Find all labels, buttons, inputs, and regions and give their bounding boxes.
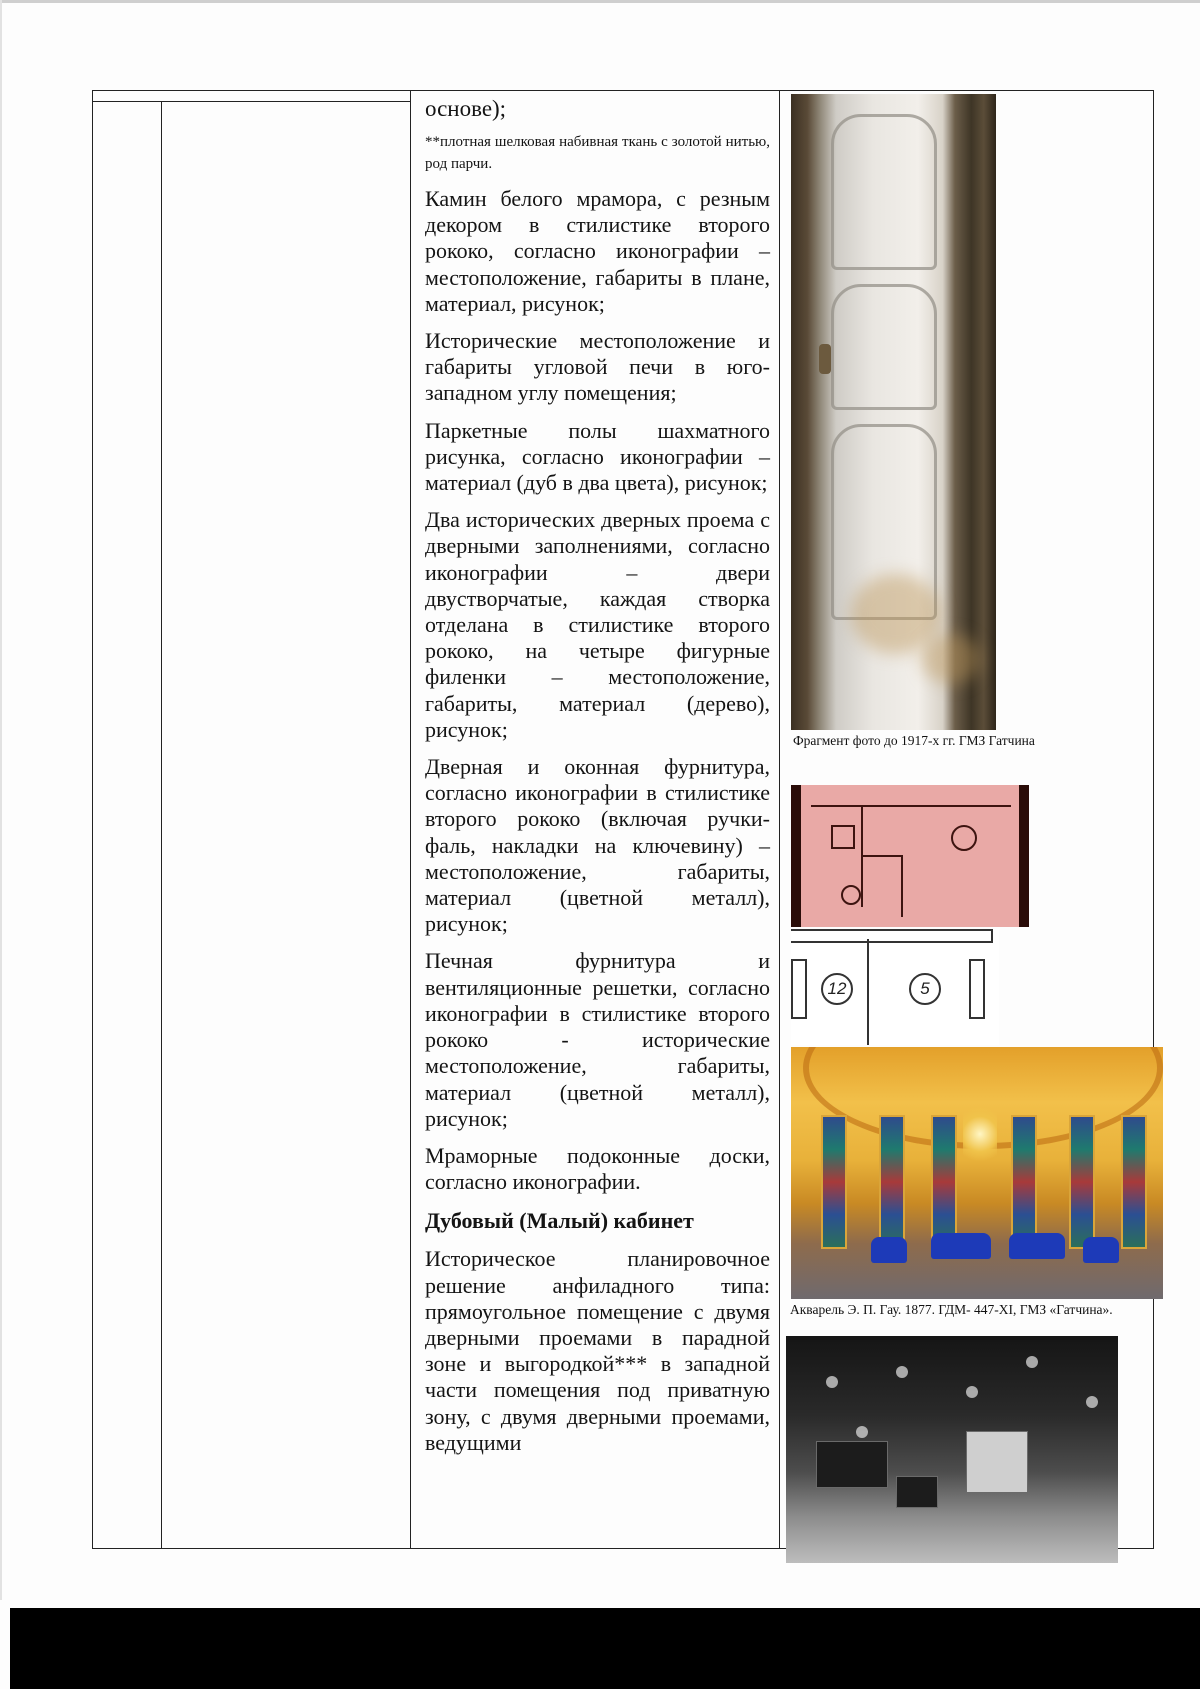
- photo-stain: [921, 634, 981, 684]
- item-window-sills: Мраморные подоконные доски, согласно иконографии.: [425, 1142, 770, 1195]
- photo-flower-pattern: [1026, 1356, 1038, 1368]
- plan-wall: [901, 857, 903, 917]
- watercolor-caption: Акварель Э. П. Гау. 1877. ГДМ- 447-XI, ГМЗ «Гатчина».: [790, 1302, 1113, 1317]
- photo-chair: [896, 1476, 938, 1508]
- photo-flower-pattern: [896, 1366, 908, 1378]
- item-door-hardware: Дверная и оконная фурнитура, согласно иконографии в стилистике второго рококо (включая ручки-фаль, накладки на ключевину) – местоположение, габариты, материал (цветной металл), рисунок;: [425, 754, 770, 937]
- table-column-divider: [410, 90, 411, 1549]
- painting-armchair: [871, 1237, 907, 1263]
- painting-wall-panel: [1121, 1115, 1147, 1249]
- plan-stair: [831, 825, 855, 849]
- painting-chandelier: [963, 1099, 997, 1169]
- painting-wall-panel: [821, 1115, 847, 1249]
- photo-flower-pattern: [1086, 1396, 1098, 1408]
- floor-plan-diagram: [791, 929, 999, 1045]
- plan-wall: [861, 807, 863, 907]
- photo-fireplace: [966, 1431, 1028, 1493]
- plan-room-number: 12: [821, 973, 853, 1005]
- plan-room-number: 5: [909, 973, 941, 1005]
- floor-plan-fragment: [791, 785, 1029, 927]
- door-photo: [791, 94, 996, 730]
- painting-wall-panel: [931, 1115, 957, 1249]
- plan-wall: [863, 855, 903, 857]
- plan-wall: [867, 939, 869, 1045]
- door-panel: [831, 284, 937, 410]
- item-doorways: Два исторических дверных проема с дверными заполнениями, согласно иконографии – двери двустворчатые, каждая створка отделана в стилистике второго рококо, на четыре фигурные филенки – местоположение, габариты, материал (дерево), рисунок;: [425, 507, 770, 742]
- painting-wall-panel: [879, 1115, 905, 1249]
- table-column-divider: [779, 90, 780, 1549]
- door-photo-caption: Фрагмент фото до 1917-х гг. ГМЗ Гатчина: [793, 733, 1035, 748]
- table-column-divider: [161, 101, 162, 1549]
- photo-flower-pattern: [966, 1386, 978, 1398]
- photo-flower-pattern: [826, 1376, 838, 1388]
- photo-desk: [816, 1441, 888, 1488]
- item-stove: Исторические местоположение и габариты угловой печи в юго-западном углу помещения;: [425, 328, 770, 406]
- table-top-border: [92, 90, 1154, 91]
- door-handle: [819, 344, 831, 374]
- continued-text: основе);: [425, 96, 507, 121]
- item-fireplace: Камин белого мрамора, с резным декором в стилистике второго рококо, согласно иконографии – местоположение, габариты в плане, материал, рисунок;: [425, 186, 770, 316]
- item-parquet: Паркетные полы шахматного рисунка, согласно иконографии – материал (дуб в два цвета), рисунок;: [425, 417, 770, 496]
- painting-sofa: [931, 1233, 991, 1259]
- table-row-divider: [92, 101, 410, 102]
- plan-room-marker: [841, 885, 861, 905]
- painting-wall-panel: [1069, 1115, 1095, 1249]
- plan-wall: [811, 805, 1011, 807]
- photo-flower-pattern: [856, 1426, 868, 1438]
- section-paragraph: Историческое планировочное решение анфиладного типа: прямоугольное помещение с двумя дверными проемами в парадной зоне и выгородкой*** в западной части помещения под приватную зону, с двумя дверными проемами, ведущими: [425, 1246, 770, 1455]
- table-right-border: [1153, 90, 1154, 1549]
- plan-wall: [791, 929, 993, 943]
- section-heading: Дубовый (Малый) кабинет: [425, 1208, 694, 1234]
- plan-wall: [969, 959, 985, 1019]
- scan-edge-top: [0, 0, 1200, 3]
- painting-wall-panel: [1011, 1115, 1037, 1249]
- plan-wall: [791, 959, 807, 1019]
- historical-photo: [786, 1336, 1118, 1563]
- watercolor-painting: [791, 1047, 1163, 1299]
- painting-sofa: [1009, 1233, 1065, 1259]
- item-stove-hardware: Печная фурнитура и вентиляционные решетки, согласно иконографии в стилистике второго рококо - исторические местоположение, габариты, материал (цветной металл), рисунок;: [425, 948, 770, 1131]
- door-panel: [831, 114, 937, 270]
- plan-room-marker: [951, 825, 977, 851]
- table-left-border: [92, 90, 93, 1549]
- scan-bottom-band: [10, 1608, 1200, 1689]
- painting-armchair: [1083, 1237, 1119, 1263]
- footnote-text: **плотная шелковая набивная ткань с золотой нитью, род парчи.: [425, 134, 770, 172]
- scan-edge-left: [0, 0, 2, 1600]
- requirements-text-column: [425, 96, 770, 1456]
